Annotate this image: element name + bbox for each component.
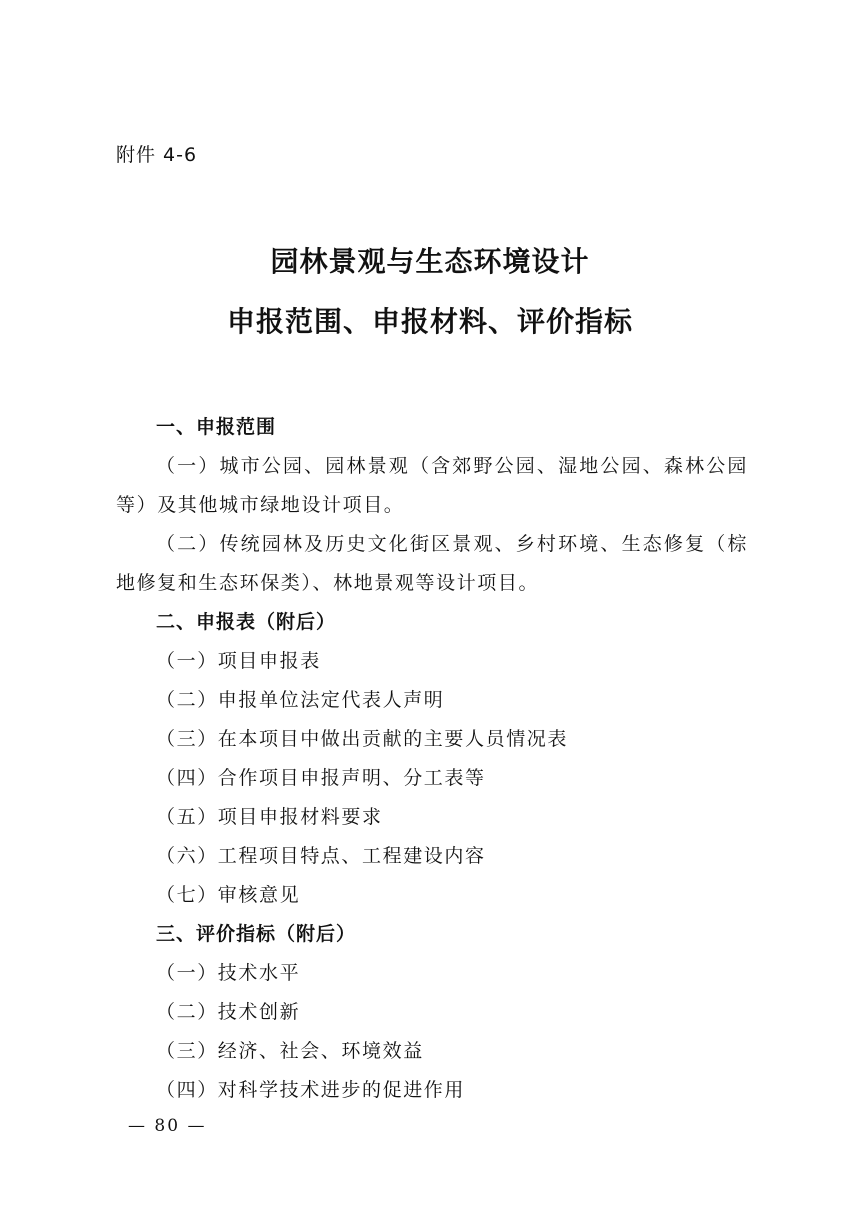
document-title-line2: 申报范围、申报材料、评价指标 — [226, 305, 633, 338]
section-heading-scope: 一、申报范围 — [156, 416, 277, 438]
forms-item-5: （五）项目申报材料要求 — [156, 806, 383, 828]
forms-item-7: （七）审核意见 — [156, 884, 301, 906]
forms-item-3: （三）在本项目中做出贡献的主要人员情况表 — [156, 728, 569, 750]
forms-item-4: （四）合作项目申报声明、分工表等 — [156, 767, 486, 789]
document-body — [116, 408, 748, 1110]
criteria-item-2: （二）技术创新 — [156, 1001, 301, 1023]
scope-item-1: （一）城市公园、园林景观（含郊野公园、湿地公园、森林公园等）及其他城市绿地设计项目。 — [116, 455, 748, 516]
section-heading-forms: 二、申报表（附后） — [156, 611, 337, 633]
document-title-line1: 园林景观与生态环境设计 — [270, 245, 590, 278]
forms-item-6: （六）工程项目特点、工程建设内容 — [156, 845, 486, 867]
attachment-label: 附件 4-6 — [116, 144, 198, 166]
forms-item-2: （二）申报单位法定代表人声明 — [156, 689, 445, 711]
page-number: — 80 — — [128, 1116, 207, 1136]
section-heading-criteria: 三、评价指标（附后） — [156, 923, 357, 945]
forms-item-1: （一）项目申报表 — [156, 650, 321, 672]
criteria-item-3: （三）经济、社会、环境效益 — [156, 1040, 424, 1062]
scope-item-2: （二）传统园林及历史文化街区景观、乡村环境、生态修复（棕地修复和生态环保类）、林地景观等设计项目。 — [116, 533, 748, 594]
criteria-item-4: （四）对科学技术进步的促进作用 — [156, 1079, 466, 1101]
criteria-item-1: （一）技术水平 — [156, 962, 301, 984]
